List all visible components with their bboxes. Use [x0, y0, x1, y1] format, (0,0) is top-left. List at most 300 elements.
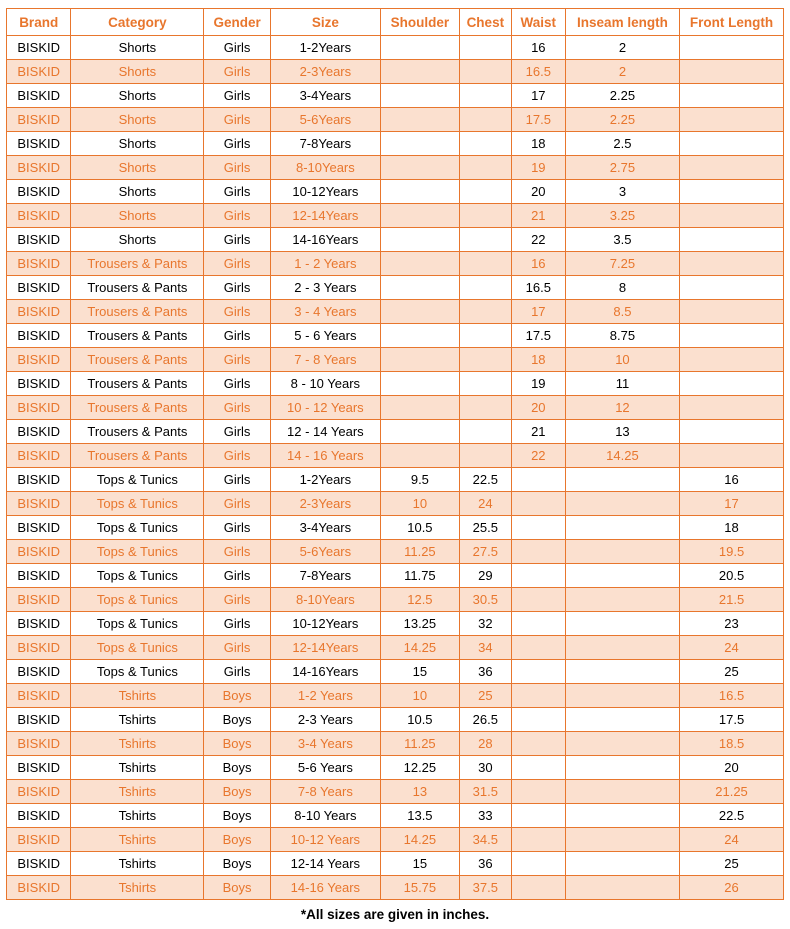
- cell-waist: [511, 804, 565, 828]
- column-header-inseam-length: Inseam length: [565, 9, 679, 36]
- cell-size: 12 - 14 Years: [270, 420, 380, 444]
- cell-inseam-length: [565, 660, 679, 684]
- cell-category: Tshirts: [71, 780, 204, 804]
- cell-front-length: 17.5: [680, 708, 784, 732]
- cell-front-length: [680, 180, 784, 204]
- cell-front-length: [680, 252, 784, 276]
- cell-waist: 16: [511, 36, 565, 60]
- table-row: [7, 204, 784, 228]
- cell-inseam-length: [565, 828, 679, 852]
- cell-shoulder: [380, 300, 459, 324]
- cell-size: 10-12Years: [270, 612, 380, 636]
- cell-gender: Boys: [204, 684, 270, 708]
- table-row: [7, 372, 784, 396]
- cell-inseam-length: 14.25: [565, 444, 679, 468]
- cell-chest: [459, 84, 511, 108]
- cell-brand: BISKID: [7, 516, 71, 540]
- table-row: [7, 828, 784, 852]
- cell-waist: 20: [511, 396, 565, 420]
- table-header: [7, 9, 784, 36]
- cell-front-length: [680, 60, 784, 84]
- cell-chest: 27.5: [459, 540, 511, 564]
- cell-shoulder: [380, 444, 459, 468]
- cell-chest: 31.5: [459, 780, 511, 804]
- cell-gender: Girls: [204, 300, 270, 324]
- cell-chest: 25.5: [459, 516, 511, 540]
- cell-chest: [459, 300, 511, 324]
- cell-gender: Girls: [204, 84, 270, 108]
- cell-size: 1-2Years: [270, 36, 380, 60]
- table-row: [7, 540, 784, 564]
- cell-waist: [511, 708, 565, 732]
- cell-size: 8-10 Years: [270, 804, 380, 828]
- cell-gender: Girls: [204, 612, 270, 636]
- cell-gender: Girls: [204, 396, 270, 420]
- cell-brand: BISKID: [7, 108, 71, 132]
- table-row: [7, 708, 784, 732]
- cell-brand: BISKID: [7, 420, 71, 444]
- cell-waist: [511, 468, 565, 492]
- cell-category: Shorts: [71, 84, 204, 108]
- cell-front-length: 16.5: [680, 684, 784, 708]
- cell-shoulder: 13.25: [380, 612, 459, 636]
- cell-chest: [459, 324, 511, 348]
- cell-category: Tshirts: [71, 732, 204, 756]
- cell-size: 7-8Years: [270, 564, 380, 588]
- cell-inseam-length: [565, 804, 679, 828]
- cell-chest: 24: [459, 492, 511, 516]
- cell-category: Tshirts: [71, 828, 204, 852]
- cell-waist: [511, 876, 565, 900]
- cell-size: 12-14Years: [270, 204, 380, 228]
- cell-gender: Boys: [204, 732, 270, 756]
- cell-shoulder: 10: [380, 492, 459, 516]
- cell-gender: Girls: [204, 36, 270, 60]
- cell-shoulder: 13.5: [380, 804, 459, 828]
- cell-chest: 30.5: [459, 588, 511, 612]
- cell-category: Trousers & Pants: [71, 420, 204, 444]
- cell-gender: Girls: [204, 228, 270, 252]
- cell-waist: 17: [511, 84, 565, 108]
- cell-waist: 18: [511, 348, 565, 372]
- cell-brand: BISKID: [7, 180, 71, 204]
- table-row: [7, 108, 784, 132]
- cell-chest: 34: [459, 636, 511, 660]
- cell-shoulder: [380, 396, 459, 420]
- cell-gender: Girls: [204, 108, 270, 132]
- cell-front-length: 20: [680, 756, 784, 780]
- cell-inseam-length: 2.25: [565, 108, 679, 132]
- cell-shoulder: [380, 324, 459, 348]
- cell-shoulder: 15: [380, 660, 459, 684]
- cell-chest: 36: [459, 852, 511, 876]
- cell-gender: Girls: [204, 156, 270, 180]
- cell-brand: BISKID: [7, 660, 71, 684]
- cell-front-length: 24: [680, 636, 784, 660]
- cell-shoulder: 12.25: [380, 756, 459, 780]
- table-row: [7, 132, 784, 156]
- cell-waist: 16.5: [511, 276, 565, 300]
- table-row: [7, 276, 784, 300]
- cell-waist: [511, 564, 565, 588]
- table-row: [7, 228, 784, 252]
- cell-shoulder: 13: [380, 780, 459, 804]
- cell-category: Trousers & Pants: [71, 276, 204, 300]
- cell-chest: [459, 132, 511, 156]
- cell-inseam-length: 3.25: [565, 204, 679, 228]
- cell-inseam-length: 11: [565, 372, 679, 396]
- cell-chest: [459, 348, 511, 372]
- cell-size: 14-16Years: [270, 228, 380, 252]
- cell-waist: [511, 612, 565, 636]
- cell-shoulder: 9.5: [380, 468, 459, 492]
- cell-chest: 22.5: [459, 468, 511, 492]
- cell-waist: 22: [511, 228, 565, 252]
- cell-front-length: 24: [680, 828, 784, 852]
- cell-brand: BISKID: [7, 324, 71, 348]
- cell-waist: [511, 636, 565, 660]
- cell-category: Tshirts: [71, 684, 204, 708]
- cell-shoulder: 10.5: [380, 708, 459, 732]
- cell-gender: Girls: [204, 660, 270, 684]
- cell-gender: Girls: [204, 540, 270, 564]
- cell-gender: Girls: [204, 420, 270, 444]
- cell-front-length: [680, 372, 784, 396]
- column-header-front-length: Front Length: [680, 9, 784, 36]
- cell-chest: 34.5: [459, 828, 511, 852]
- cell-chest: 29: [459, 564, 511, 588]
- cell-front-length: [680, 396, 784, 420]
- cell-size: 12-14 Years: [270, 852, 380, 876]
- cell-chest: 30: [459, 756, 511, 780]
- cell-size: 5-6 Years: [270, 756, 380, 780]
- cell-gender: Girls: [204, 180, 270, 204]
- cell-gender: Girls: [204, 372, 270, 396]
- cell-category: Tops & Tunics: [71, 588, 204, 612]
- cell-shoulder: 14.25: [380, 636, 459, 660]
- cell-chest: [459, 60, 511, 84]
- cell-waist: 19: [511, 372, 565, 396]
- table-row: [7, 60, 784, 84]
- cell-waist: 21: [511, 204, 565, 228]
- cell-inseam-length: [565, 540, 679, 564]
- cell-brand: BISKID: [7, 828, 71, 852]
- table-row: [7, 756, 784, 780]
- cell-size: 14-16 Years: [270, 876, 380, 900]
- cell-shoulder: [380, 84, 459, 108]
- cell-category: Trousers & Pants: [71, 348, 204, 372]
- cell-category: Shorts: [71, 60, 204, 84]
- cell-gender: Girls: [204, 348, 270, 372]
- cell-category: Tshirts: [71, 852, 204, 876]
- cell-category: Tops & Tunics: [71, 468, 204, 492]
- cell-brand: BISKID: [7, 156, 71, 180]
- cell-category: Tshirts: [71, 756, 204, 780]
- cell-waist: [511, 852, 565, 876]
- table-row: [7, 780, 784, 804]
- cell-brand: BISKID: [7, 204, 71, 228]
- cell-inseam-length: [565, 708, 679, 732]
- column-header-chest: Chest: [459, 9, 511, 36]
- table-row: [7, 804, 784, 828]
- cell-shoulder: [380, 108, 459, 132]
- cell-gender: Girls: [204, 516, 270, 540]
- cell-front-length: [680, 108, 784, 132]
- cell-inseam-length: 8.75: [565, 324, 679, 348]
- cell-front-length: 17: [680, 492, 784, 516]
- cell-category: Shorts: [71, 36, 204, 60]
- cell-front-length: 18.5: [680, 732, 784, 756]
- cell-category: Tshirts: [71, 804, 204, 828]
- cell-brand: BISKID: [7, 588, 71, 612]
- column-header-gender: Gender: [204, 9, 270, 36]
- cell-front-length: [680, 300, 784, 324]
- cell-inseam-length: 8.5: [565, 300, 679, 324]
- cell-front-length: [680, 444, 784, 468]
- size-chart-table: [6, 8, 784, 900]
- cell-brand: BISKID: [7, 348, 71, 372]
- cell-inseam-length: [565, 516, 679, 540]
- cell-inseam-length: [565, 756, 679, 780]
- cell-brand: BISKID: [7, 60, 71, 84]
- cell-inseam-length: [565, 636, 679, 660]
- cell-size: 3 - 4 Years: [270, 300, 380, 324]
- table-row: [7, 564, 784, 588]
- cell-inseam-length: [565, 732, 679, 756]
- cell-shoulder: 11.75: [380, 564, 459, 588]
- cell-shoulder: [380, 36, 459, 60]
- cell-inseam-length: [565, 852, 679, 876]
- cell-brand: BISKID: [7, 84, 71, 108]
- cell-waist: [511, 540, 565, 564]
- cell-waist: 17.5: [511, 108, 565, 132]
- column-header-brand: Brand: [7, 9, 71, 36]
- cell-front-length: [680, 156, 784, 180]
- cell-shoulder: 15: [380, 852, 459, 876]
- table-row: [7, 588, 784, 612]
- cell-size: 7-8 Years: [270, 780, 380, 804]
- table-row: [7, 468, 784, 492]
- cell-shoulder: 11.25: [380, 540, 459, 564]
- cell-size: 8-10Years: [270, 156, 380, 180]
- cell-category: Tshirts: [71, 708, 204, 732]
- cell-inseam-length: [565, 684, 679, 708]
- cell-shoulder: 10.5: [380, 516, 459, 540]
- cell-category: Tops & Tunics: [71, 540, 204, 564]
- cell-inseam-length: [565, 492, 679, 516]
- cell-gender: Girls: [204, 60, 270, 84]
- cell-brand: BISKID: [7, 540, 71, 564]
- cell-size: 5-6Years: [270, 540, 380, 564]
- cell-size: 2-3 Years: [270, 708, 380, 732]
- cell-category: Shorts: [71, 228, 204, 252]
- cell-size: 2-3Years: [270, 60, 380, 84]
- cell-front-length: 21.25: [680, 780, 784, 804]
- cell-chest: [459, 108, 511, 132]
- cell-front-length: 21.5: [680, 588, 784, 612]
- cell-front-length: 25: [680, 660, 784, 684]
- column-header-size: Size: [270, 9, 380, 36]
- cell-category: Tops & Tunics: [71, 492, 204, 516]
- cell-category: Tops & Tunics: [71, 660, 204, 684]
- cell-waist: [511, 828, 565, 852]
- cell-waist: 17: [511, 300, 565, 324]
- cell-shoulder: [380, 204, 459, 228]
- cell-front-length: [680, 348, 784, 372]
- cell-inseam-length: 3: [565, 180, 679, 204]
- table-row: [7, 156, 784, 180]
- cell-front-length: 16: [680, 468, 784, 492]
- cell-gender: Girls: [204, 132, 270, 156]
- cell-size: 2-3Years: [270, 492, 380, 516]
- cell-brand: BISKID: [7, 708, 71, 732]
- cell-brand: BISKID: [7, 468, 71, 492]
- cell-shoulder: [380, 60, 459, 84]
- cell-category: Tshirts: [71, 876, 204, 900]
- cell-chest: [459, 36, 511, 60]
- cell-shoulder: 12.5: [380, 588, 459, 612]
- cell-brand: BISKID: [7, 804, 71, 828]
- cell-shoulder: [380, 276, 459, 300]
- cell-brand: BISKID: [7, 228, 71, 252]
- cell-brand: BISKID: [7, 684, 71, 708]
- cell-brand: BISKID: [7, 732, 71, 756]
- table-body: [7, 36, 784, 900]
- cell-size: 1-2 Years: [270, 684, 380, 708]
- cell-shoulder: 11.25: [380, 732, 459, 756]
- column-header-waist: Waist: [511, 9, 565, 36]
- cell-inseam-length: 10: [565, 348, 679, 372]
- cell-brand: BISKID: [7, 276, 71, 300]
- table-row: [7, 732, 784, 756]
- cell-category: Trousers & Pants: [71, 252, 204, 276]
- cell-chest: [459, 444, 511, 468]
- cell-waist: [511, 684, 565, 708]
- table-row: [7, 492, 784, 516]
- cell-size: 5 - 6 Years: [270, 324, 380, 348]
- cell-inseam-length: [565, 564, 679, 588]
- cell-chest: 32: [459, 612, 511, 636]
- cell-brand: BISKID: [7, 492, 71, 516]
- cell-waist: [511, 588, 565, 612]
- cell-size: 1 - 2 Years: [270, 252, 380, 276]
- cell-category: Tops & Tunics: [71, 516, 204, 540]
- cell-brand: BISKID: [7, 252, 71, 276]
- cell-waist: [511, 660, 565, 684]
- cell-gender: Girls: [204, 204, 270, 228]
- cell-waist: 16: [511, 252, 565, 276]
- cell-waist: [511, 516, 565, 540]
- cell-inseam-length: [565, 876, 679, 900]
- cell-category: Shorts: [71, 132, 204, 156]
- cell-brand: BISKID: [7, 372, 71, 396]
- table-row: [7, 84, 784, 108]
- cell-chest: [459, 276, 511, 300]
- cell-inseam-length: 2.25: [565, 84, 679, 108]
- cell-front-length: [680, 276, 784, 300]
- cell-category: Shorts: [71, 204, 204, 228]
- cell-inseam-length: 2.75: [565, 156, 679, 180]
- cell-category: Tops & Tunics: [71, 636, 204, 660]
- cell-chest: 37.5: [459, 876, 511, 900]
- cell-chest: [459, 396, 511, 420]
- cell-brand: BISKID: [7, 132, 71, 156]
- table-row: [7, 420, 784, 444]
- table-row: [7, 516, 784, 540]
- cell-waist: [511, 732, 565, 756]
- cell-size: 7-8Years: [270, 132, 380, 156]
- cell-front-length: [680, 324, 784, 348]
- cell-chest: 36: [459, 660, 511, 684]
- cell-category: Trousers & Pants: [71, 372, 204, 396]
- cell-size: 8-10Years: [270, 588, 380, 612]
- cell-waist: 21: [511, 420, 565, 444]
- cell-front-length: 25: [680, 852, 784, 876]
- cell-inseam-length: 3.5: [565, 228, 679, 252]
- cell-waist: [511, 492, 565, 516]
- cell-size: 3-4Years: [270, 84, 380, 108]
- cell-shoulder: [380, 348, 459, 372]
- cell-waist: [511, 756, 565, 780]
- table-row: [7, 660, 784, 684]
- cell-chest: 28: [459, 732, 511, 756]
- cell-category: Trousers & Pants: [71, 444, 204, 468]
- cell-inseam-length: [565, 468, 679, 492]
- cell-inseam-length: [565, 612, 679, 636]
- cell-size: 2 - 3 Years: [270, 276, 380, 300]
- cell-size: 8 - 10 Years: [270, 372, 380, 396]
- cell-waist: 19: [511, 156, 565, 180]
- cell-chest: 26.5: [459, 708, 511, 732]
- footnote: *All sizes are given in inches.: [300, 907, 490, 922]
- cell-front-length: [680, 84, 784, 108]
- cell-gender: Girls: [204, 564, 270, 588]
- cell-chest: 25: [459, 684, 511, 708]
- cell-inseam-length: 2.5: [565, 132, 679, 156]
- cell-category: Tops & Tunics: [71, 612, 204, 636]
- table-row: [7, 396, 784, 420]
- cell-brand: BISKID: [7, 756, 71, 780]
- cell-size: 3-4 Years: [270, 732, 380, 756]
- cell-front-length: 18: [680, 516, 784, 540]
- cell-gender: Boys: [204, 708, 270, 732]
- cell-category: Shorts: [71, 156, 204, 180]
- cell-shoulder: [380, 252, 459, 276]
- cell-inseam-length: 12: [565, 396, 679, 420]
- cell-inseam-length: 2: [565, 60, 679, 84]
- cell-gender: Boys: [204, 804, 270, 828]
- cell-front-length: 23: [680, 612, 784, 636]
- cell-size: 10-12Years: [270, 180, 380, 204]
- cell-chest: [459, 228, 511, 252]
- cell-brand: BISKID: [7, 36, 71, 60]
- table-row: [7, 636, 784, 660]
- cell-size: 10 - 12 Years: [270, 396, 380, 420]
- cell-front-length: [680, 204, 784, 228]
- cell-shoulder: [380, 156, 459, 180]
- table-row: [7, 876, 784, 900]
- cell-gender: Girls: [204, 636, 270, 660]
- cell-front-length: 22.5: [680, 804, 784, 828]
- cell-gender: Girls: [204, 468, 270, 492]
- cell-brand: BISKID: [7, 300, 71, 324]
- table-row: [7, 852, 784, 876]
- table-row: [7, 684, 784, 708]
- cell-gender: Boys: [204, 828, 270, 852]
- cell-waist: 18: [511, 132, 565, 156]
- cell-chest: [459, 420, 511, 444]
- cell-gender: Boys: [204, 852, 270, 876]
